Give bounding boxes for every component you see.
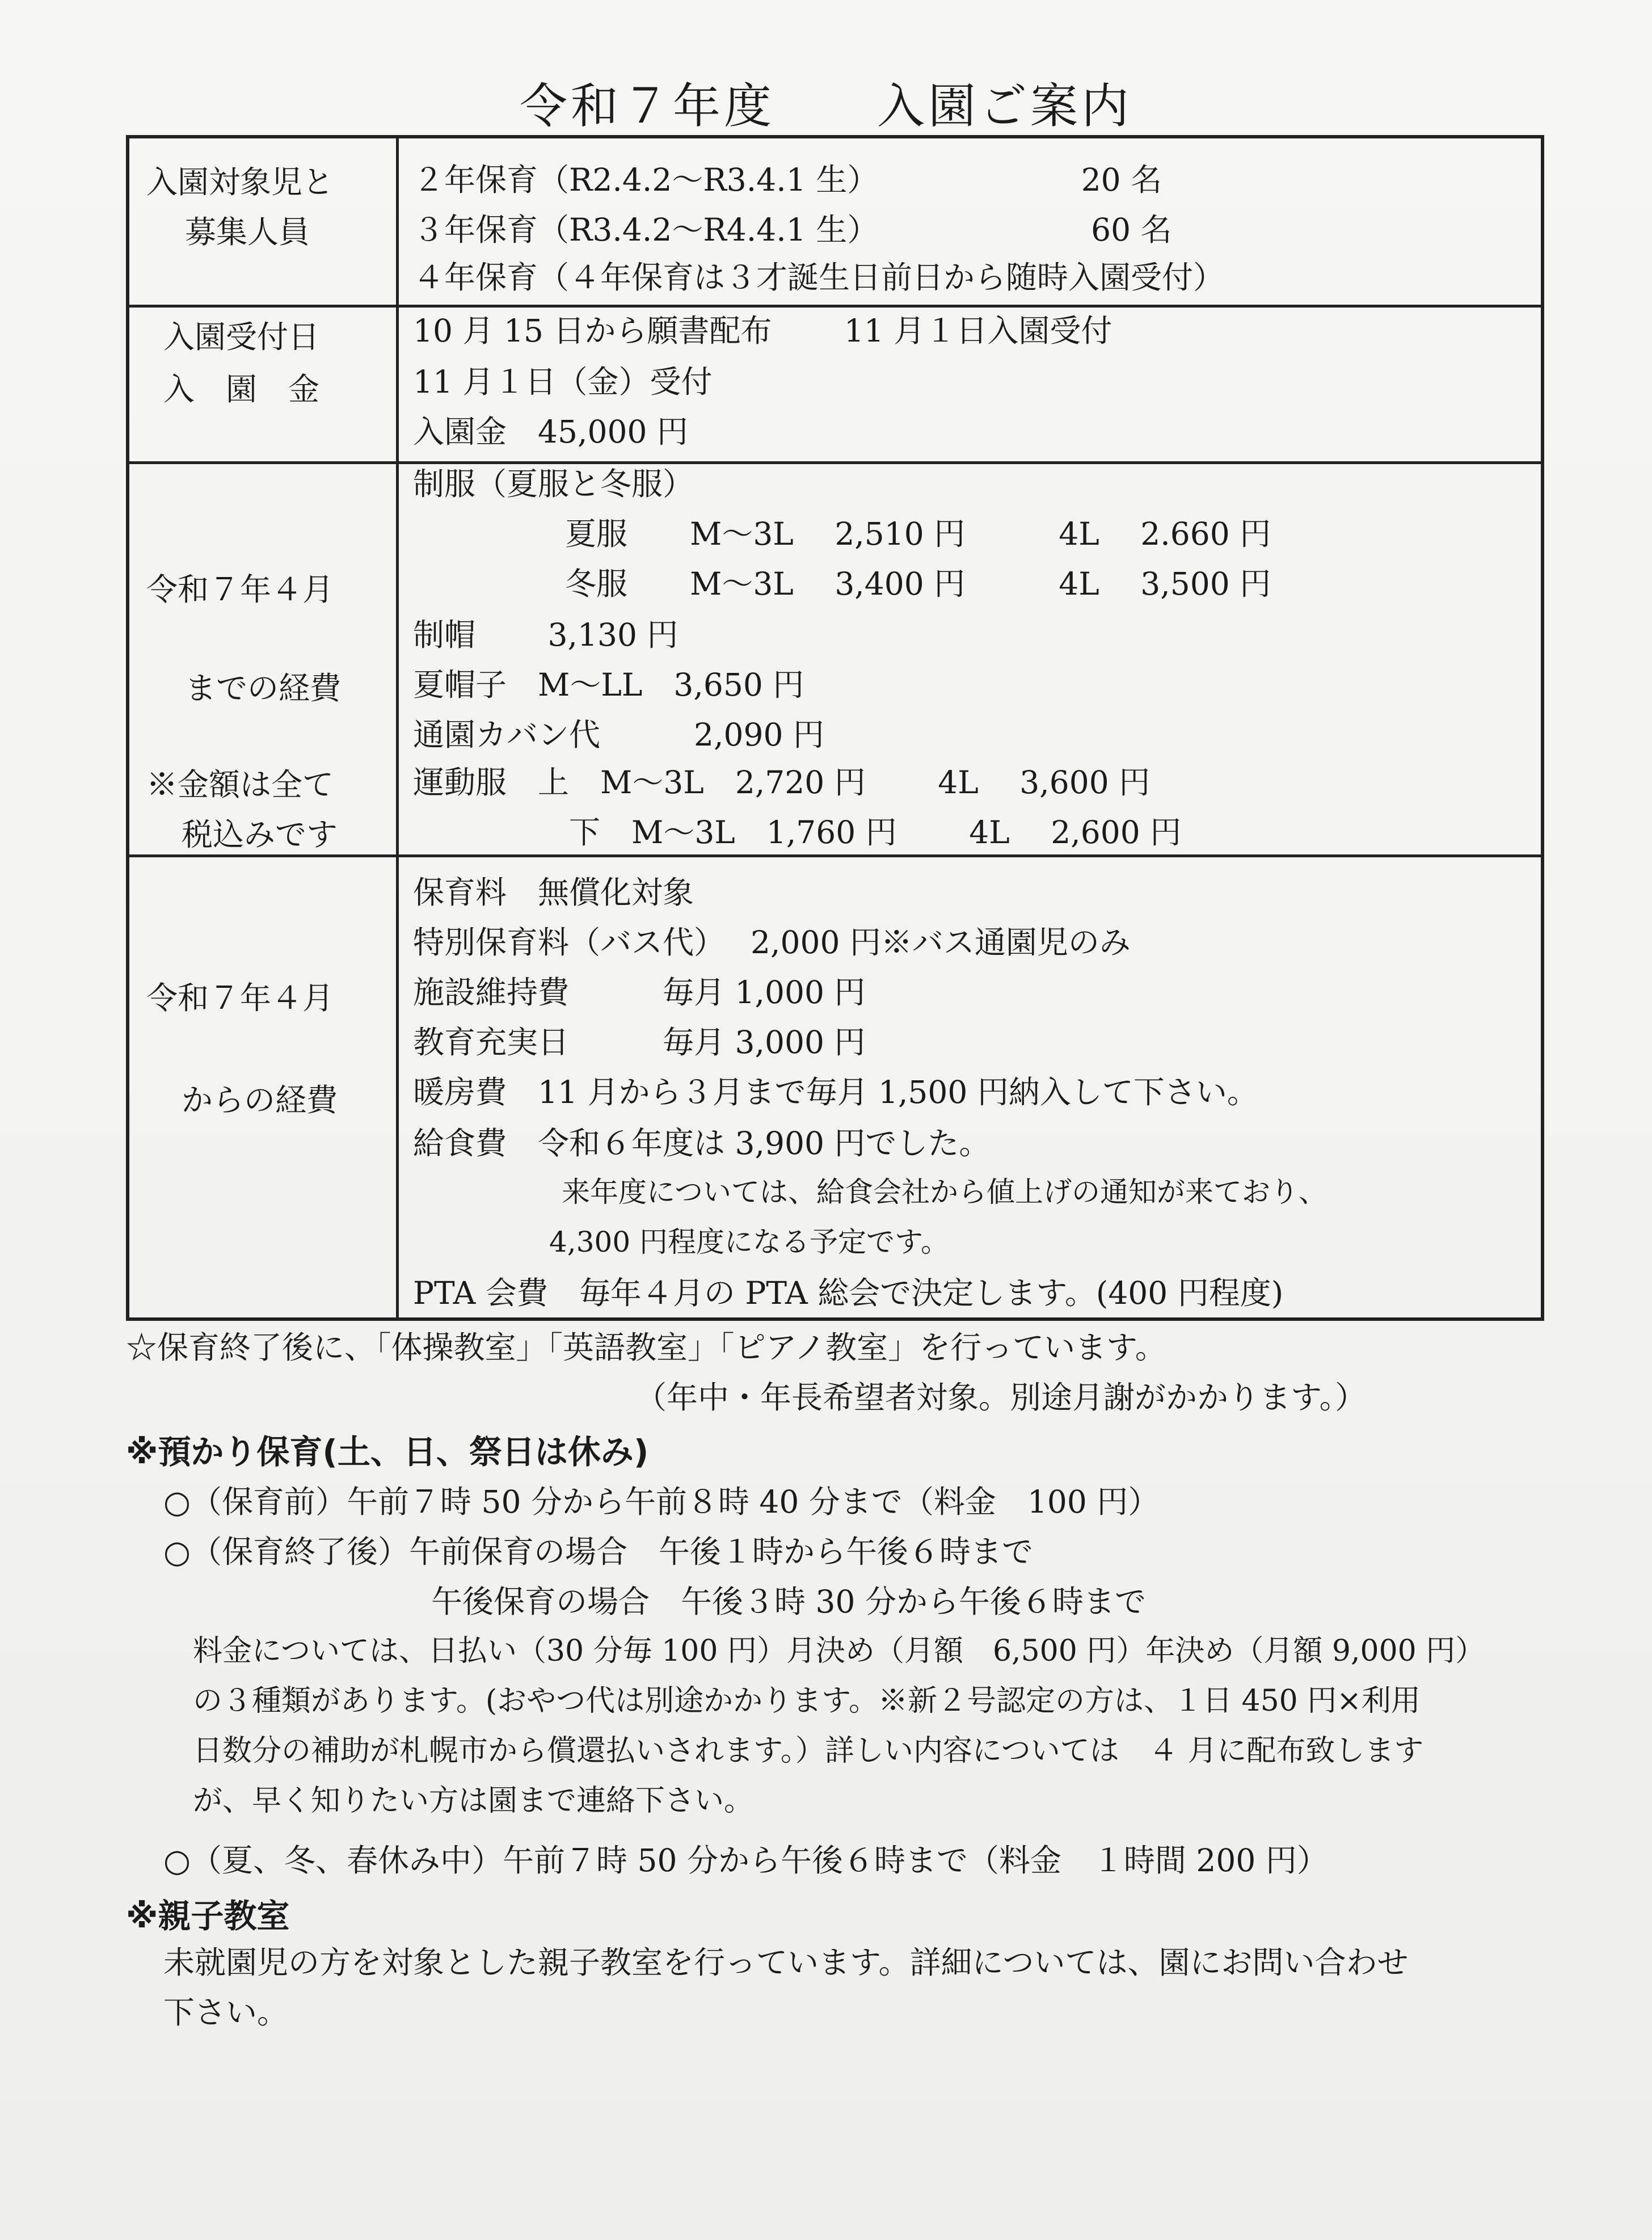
row-label: 入園対象児と bbox=[146, 164, 334, 200]
row-label: 入 園 金 bbox=[163, 371, 320, 407]
table-row-divider bbox=[129, 461, 1541, 464]
care-line: ○（夏、冬、春休み中）午前７時 50 分から午後６時まで（料金 １時間 200 円） bbox=[163, 1842, 1328, 1879]
row-label: までの経費 bbox=[185, 670, 342, 706]
care-line: の３種類があります。(おやつ代は別途かかります。※新２号認定の方は、１日 450 円×利用 bbox=[193, 1684, 1421, 1718]
row-line: 制服（夏服と冬服） bbox=[413, 466, 694, 502]
childcare-heading: ※預かり保育(土、日、祭日は休み) bbox=[126, 1433, 649, 1471]
row-label: からの経費 bbox=[182, 1082, 338, 1118]
row-line: 特別保育料（バス代） 2,000 円※バス通園児のみ bbox=[413, 924, 1131, 961]
row-line: 保育料 無償化対象 bbox=[413, 874, 694, 911]
row-line: 4,300 円程度になる予定です。 bbox=[549, 1226, 950, 1258]
table-row-divider bbox=[129, 854, 1541, 857]
row-line: 下 M～3L 1,760 円 4L 2,600 円 bbox=[569, 814, 1182, 850]
row-line: 通園カバン代 2,090 円 bbox=[413, 717, 824, 753]
row-line: 夏服 M～3L 2,510 円 4L 2.660 円 bbox=[565, 516, 1271, 552]
row-line: 運動服 上 M～3L 2,720 円 4L 3,600 円 bbox=[413, 764, 1150, 801]
row-line: 施設維持費 毎月 1,000 円 bbox=[413, 974, 866, 1010]
row-line: ３年保育（R3.4.2～R4.4.1 生） 60 名 bbox=[413, 212, 1172, 248]
page-title: 令和７年度 入園ご案内 bbox=[519, 78, 1132, 134]
row-label: ※金額は全て bbox=[146, 767, 334, 803]
row-label: 令和７年４月 bbox=[146, 571, 334, 608]
row-line: 来年度については、給食会社から値上げの通知が来ており、 bbox=[562, 1176, 1327, 1209]
row-label: 募集人員 bbox=[185, 214, 310, 250]
row-line: 夏帽子 M～LL 3,650 円 bbox=[413, 667, 804, 703]
lessons-subnote: （年中・年長希望者対象。別途月謝がかかります。） bbox=[635, 1379, 1367, 1416]
parent-class-heading: ※親子教室 bbox=[126, 1897, 290, 1935]
row-line: 給食費 令和６年度は 3,900 円でした。 bbox=[413, 1125, 991, 1161]
row-label: 税込みです bbox=[182, 816, 338, 853]
table-column-divider bbox=[396, 138, 399, 1317]
row-label: 入園受付日 bbox=[163, 319, 320, 355]
table-row-divider bbox=[129, 305, 1541, 308]
row-line: ２年保育（R2.4.2～R3.4.1 生） 20 名 bbox=[413, 162, 1162, 198]
care-line: が、早く知りたい方は園まで連絡下さい。 bbox=[193, 1784, 754, 1818]
row-line: 教育充実日 毎月 3,000 円 bbox=[413, 1024, 866, 1060]
row-line: 冬服 M～3L 3,400 円 4L 3,500 円 bbox=[565, 566, 1271, 602]
row-label: 令和７年４月 bbox=[146, 980, 334, 1016]
row-line: 11 月１日（金）受付 bbox=[413, 364, 713, 400]
care-line: 午後保育の場合 午後３時 30 分から午後６時まで bbox=[431, 1584, 1146, 1620]
row-line: 暖房費 11 月から３月まで毎月 1,500 円納入して下さい。 bbox=[413, 1074, 1258, 1110]
care-line: ○（保育終了後）午前保育の場合 午後１時から午後６時まで bbox=[163, 1534, 1033, 1570]
lessons-note: ☆保育終了後に、「体操教室」「英語教室」「ピアノ教室」を行っています。 bbox=[126, 1329, 1166, 1366]
row-line: PTA 会費 毎年４月の PTA 総会で決定します。(400 円程度) bbox=[413, 1275, 1284, 1311]
care-line: 料金については、日払い（30 分毎 100 円）月決め（月額 6,500 円）年決め（月額 9,000 円） bbox=[193, 1634, 1485, 1668]
parent-class-line: 未就園児の方を対象とした親子教室を行っています。詳細については、園にお問い合わせ bbox=[163, 1944, 1409, 1981]
row-line: 入園金 45,000 円 bbox=[413, 414, 688, 450]
row-line: 10 月 15 日から願書配布 11 月１日入園受付 bbox=[413, 313, 1112, 349]
admission-info-table bbox=[126, 135, 1544, 1321]
row-line: 制帽 3,130 円 bbox=[413, 617, 678, 653]
care-line: ○（保育前）午前７時 50 分から午前８時 40 分まで（料金 100 円） bbox=[163, 1484, 1160, 1520]
care-line: 日数分の補助が札幌市から償還払いされます。）詳しい内容については ４ 月に配布致します bbox=[193, 1734, 1424, 1768]
parent-class-line: 下さい。 bbox=[163, 1994, 289, 2031]
row-line: ４年保育（４年保育は３才誕生日前日から随時入園受付） bbox=[413, 259, 1225, 296]
